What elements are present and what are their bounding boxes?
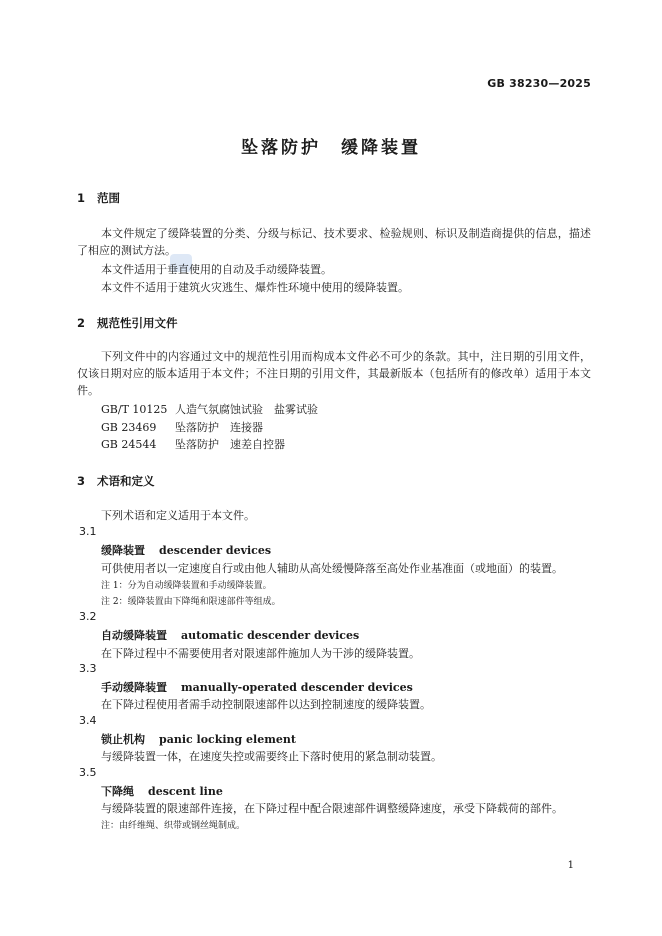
reference-item — [101, 419, 263, 435]
reference-code: GB/T 10125 — [101, 403, 168, 416]
term-note: 注 1：分为自动缓降装置和手动缓降装置。 — [101, 581, 272, 591]
term-number: 3.3 — [79, 662, 97, 675]
term-name — [101, 627, 359, 643]
section-title: 范围 — [97, 191, 120, 205]
term-name — [101, 542, 271, 558]
reference-code: GB 24544 — [101, 438, 157, 451]
document-title: 坠落防护 缓降装置 — [241, 138, 421, 158]
scope-paragraph-2: 本文件适用于垂直使用的自动及手动缓降装置。 — [101, 263, 332, 276]
term-definition: 可供使用者以一定速度自行或由他人辅助从高处缓慢降落至高处作业基准面（或地面）的装置。 — [101, 562, 563, 575]
term-name-zh: 手动缓降装置 — [101, 681, 167, 694]
term-number: 3.5 — [79, 766, 97, 779]
section-number: 2 — [77, 316, 86, 330]
term-definition: 在下降过程中不需要使用者对限速部件施加人为干涉的缓降装置。 — [101, 647, 420, 660]
page-number: 1 — [567, 860, 574, 871]
reference-item — [101, 436, 285, 452]
reference-item — [101, 401, 318, 417]
term-name-en: descender devices — [159, 544, 272, 557]
term-name-en: panic locking element — [159, 733, 296, 746]
term-definition: 与缓降装置一体，在速度失控或需要终止下落时使用的紧急制动装置。 — [101, 750, 442, 763]
section-number: 3 — [77, 474, 86, 488]
references-intro: 下列文件中的内容通过文中的规范性引用而构成本文件必不可少的条款。其中，注日期的引用文件，仅该日期对应的版本适用于本文件；不注日期的引用文件，其最新版本（包括所有的修改单）适用于本文件。 — [77, 350, 591, 397]
section-number: 1 — [77, 191, 86, 205]
section-title: 术语和定义 — [97, 474, 155, 488]
term-number: 3.4 — [79, 714, 97, 727]
reference-title: 坠落防护 连接器 — [175, 421, 263, 434]
term-number: 3.2 — [79, 610, 97, 623]
section-1-heading — [77, 190, 120, 206]
term-definition: 在下降过程使用者需手动控制限速部件以达到控制速度的缓降装置。 — [101, 698, 431, 711]
reference-title: 坠落防护 速差自控器 — [175, 438, 285, 451]
term-name-zh: 缓降装置 — [101, 544, 145, 557]
section-title: 规范性引用文件 — [97, 316, 178, 330]
term-name-zh: 锁止机构 — [101, 733, 145, 746]
term-name-en: automatic descender devices — [181, 629, 360, 642]
term-name-zh: 下降绳 — [101, 785, 134, 798]
term-note: 注 2：缓降装置由下降绳和限速部件等组成。 — [101, 597, 281, 607]
scope-paragraph-3: 本文件不适用于建筑火灾逃生、爆炸性环境中使用的缓降装置。 — [101, 281, 409, 294]
term-note: 注：由纤维绳、织带或钢丝绳制成。 — [101, 821, 246, 831]
term-name — [101, 783, 223, 799]
term-name-en: descent line — [148, 785, 223, 798]
reference-code: GB 23469 — [101, 421, 157, 434]
term-name-en: manually-operated descender devices — [181, 681, 413, 694]
reference-title: 人造气氛腐蚀试验 盐雾试验 — [175, 403, 318, 416]
term-name-zh: 自动缓降装置 — [101, 629, 167, 642]
scope-paragraph-1: 本文件规定了缓降装置的分类、分级与标记、技术要求、检验规则、标识及制造商提供的信息，描述了相应的测试方法。 — [77, 227, 591, 257]
section-2-heading — [77, 315, 178, 331]
term-name — [101, 731, 296, 747]
terms-intro: 下列术语和定义适用于本文件。 — [101, 509, 255, 522]
term-definition: 与缓降装置的限速部件连接，在下降过程中配合限速部件调整缓降速度，承受下降载荷的部件。 — [101, 802, 563, 815]
section-3-heading — [77, 473, 155, 489]
term-number: 3.1 — [79, 525, 97, 538]
term-name — [101, 679, 413, 695]
standard-code: GB 38230—2025 — [487, 77, 591, 90]
